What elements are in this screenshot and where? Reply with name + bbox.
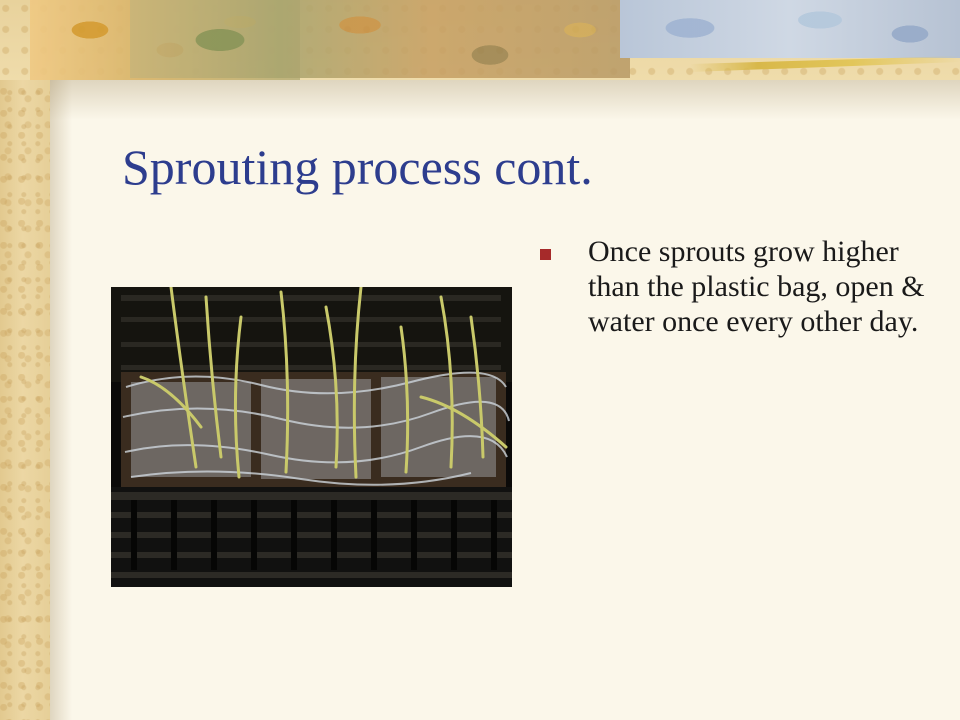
sprouts-photo [111, 287, 512, 587]
bullet-text: Once sprouts grow higher than the plastic bag, open & water once every other day. [588, 235, 925, 338]
banner-leaf-art [620, 0, 960, 58]
square-bullet-icon [540, 249, 551, 260]
top-banner-shadow [50, 80, 960, 120]
left-decorative-strip [0, 0, 50, 720]
banner-leaf-art [130, 0, 630, 78]
slide-title: Sprouting process cont. [122, 139, 593, 195]
bullet-list [540, 234, 930, 339]
photo-of-sprouts-in-crate-icon [111, 287, 512, 587]
list-item [540, 234, 930, 339]
top-decorative-banner [0, 0, 960, 80]
